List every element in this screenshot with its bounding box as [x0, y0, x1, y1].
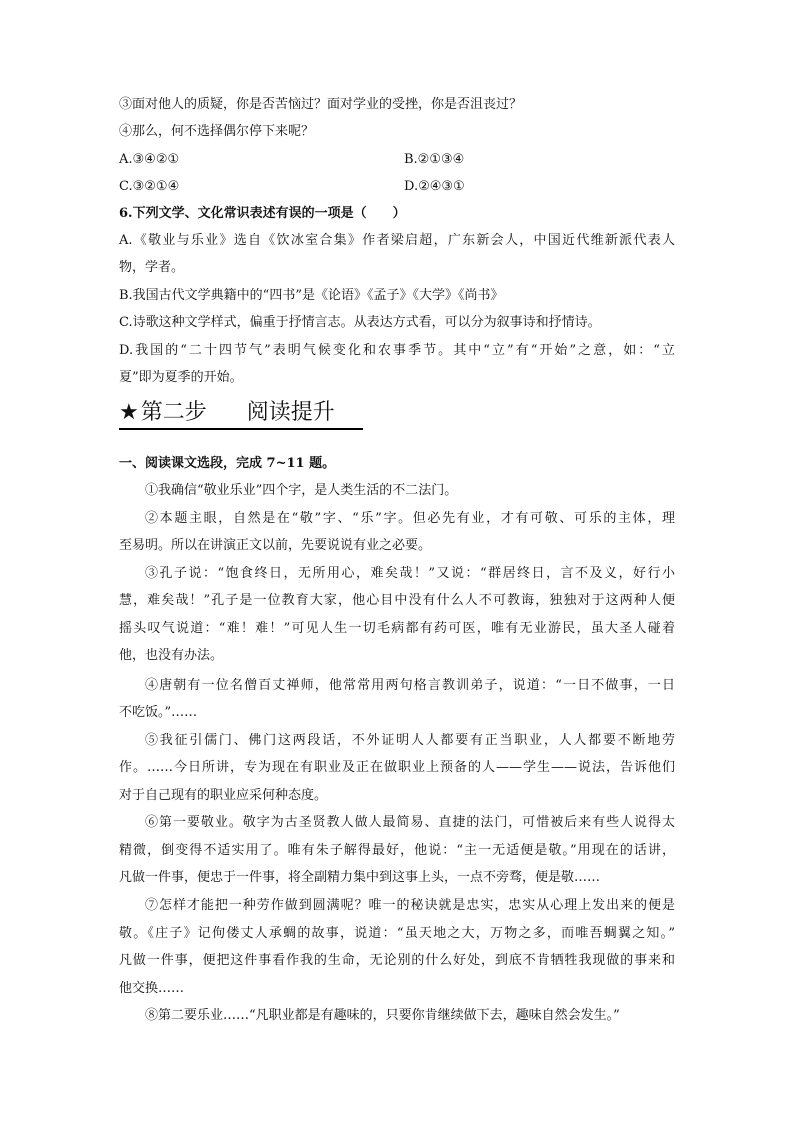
q6-option-a-line1: A.《敬业与乐业》选自《饮冰室合集》作者梁启超，广东新会人，中国近代维新派代表人 [119, 233, 675, 248]
q5-option-c: C.③②①④ [119, 179, 180, 194]
q6-option-b: B.我国古代文学典籍中的“四书”是《论语》《孟子》《大学》《尚书》 [119, 288, 504, 303]
passage-line: ⑦怎样才能把一种劳作做到圆满呢？唯一的秘诀就是忠实，忠实从心理上发出来的便是 [145, 898, 675, 913]
q5-option-a: A.③④②① [119, 152, 180, 167]
step-label: 第二步 [140, 400, 207, 425]
passage-line: 精微，倒变得不适实用了。唯有朱子解得最好，他说：“主一无适便是敬。”用现在的话讲， [119, 843, 675, 858]
passage-line: ⑤我征引儒门、佛门这两段话，不外证明人人都要有正当职业，人人都要不断地劳 [145, 733, 675, 748]
star-icon: ★ [119, 400, 139, 425]
passage-line: 慧，难矣哉！”孔子是一位教育大家，他心目中没有什么人不可教诲，独独对于这两种人便 [119, 593, 675, 608]
q6-option-d-line1: D.我国的“二十四节气”表明气候变化和农事季节。其中“立”有“开始”之意，如：“立 [119, 343, 675, 358]
passage-line: ②本题主眼，自然是在“敬”字、“乐”字。但必先有业，才有可敬、可乐的主体，理 [145, 511, 675, 526]
passage-line: 敬。《庄子》记佝偻丈人承蜩的故事，说道：“虽天地之大，万物之多，而唯吾蜩翼之知。” [119, 926, 675, 941]
q6-option-c: C.诗歌这种文学样式，偏重于抒情言志。从表达方式看，可以分为叙事诗和抒情诗。 [119, 315, 601, 330]
section-heading: 一、阅读课文选段，完成 7~11 题。 [119, 456, 336, 471]
question5-sentence-3: ③面对他人的质疑，你是否苦恼过？面对学业的受挫，你是否沮丧过？ [119, 97, 523, 112]
q5-option-b: B.②①③④ [404, 152, 465, 167]
passage-line: 摇头叹气说道：“难！难！”可见人生一切毛病都有药可医，唯有无业游民，虽大圣人碰着 [119, 621, 675, 636]
passage-line: ①我确信“敬业乐业”四个字，是人类生活的不二法门。 [145, 483, 458, 498]
passage-line: 对于自己现有的职业应采何种态度。 [119, 788, 328, 803]
passage-line: 凡做一件事，便忠于一件事，将全副精力集中到这事上头，一点不旁骛，便是敬…… [119, 870, 601, 885]
passage-line: ⑧第二要乐业……“凡职业都是有趣味的，只要你肯继续做下去，趣味自然会发生。” [145, 1008, 620, 1023]
passage-line: 不吃饭。”…… [119, 705, 198, 720]
passage-line: 他交换…… [119, 981, 185, 996]
step-title: 阅读提升 [246, 400, 335, 425]
passage-line: 凡做一件事，便把这件事看作我的生命，无论别的什么好处，到底不肯牺牲我现做的事来和 [119, 953, 675, 968]
passage-line: 他，也没有办法。 [119, 648, 224, 663]
q5-option-d: D.②④③① [404, 179, 465, 194]
passage-line: 至易明。所以在讲演正文以前，先要说说有业之必要。 [119, 538, 432, 553]
passage-line: 作。……今日所讲，专为现在有职业及正在做职业上预备的人——学生——说法，告诉他们 [119, 760, 675, 775]
q6-option-d-line2: 夏”即为夏季的开始。 [119, 370, 243, 385]
passage-line: ③孔子说：“饱食终日，无所用心，难矣哉！”又说：“群居终日，言不及义，好行小 [145, 566, 675, 581]
passage-line: ④唐朝有一位名僧百丈禅师，他常常用两句格言教训弟子，说道：“一日不做事，一日 [145, 678, 675, 693]
q6-stem: 6.下列文学、文化常识表述有误的一项是（ ） [119, 206, 406, 221]
step-two-heading [119, 398, 363, 430]
passage-line: ⑥第一要敬业。敬字为古圣贤教人做人最简易、直捷的法门，可惜被后来有些人说得太 [145, 815, 675, 830]
q6-option-a-line2: 物，学者。 [119, 260, 185, 275]
question5-sentence-4: ④那么，何不选择偶尔停下来呢？ [119, 124, 315, 139]
